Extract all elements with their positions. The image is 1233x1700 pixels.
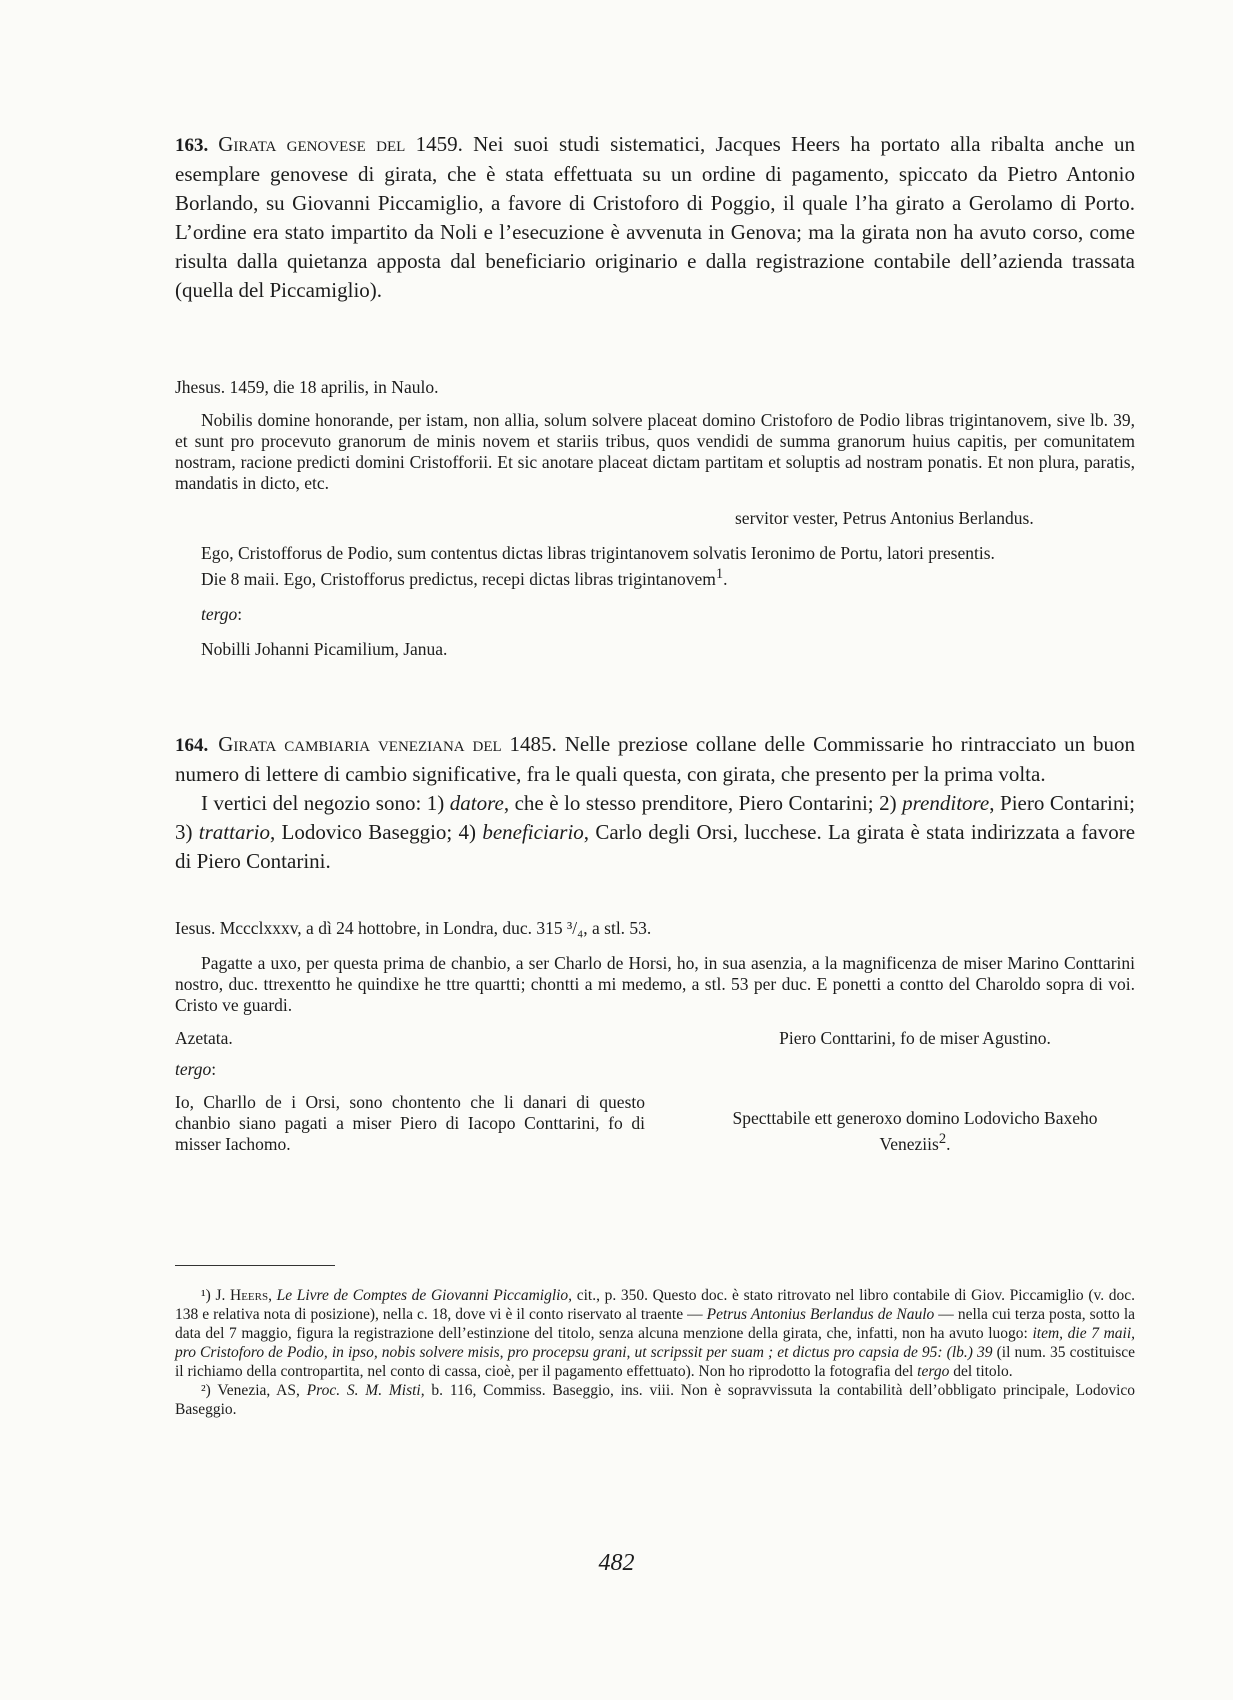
document-signature: servitor vester, Petrus Antonius Berlandus.: [735, 508, 1034, 528]
page-number: 482: [598, 1550, 635, 1576]
body-text: , Lodovico Baseggio; 4): [269, 819, 477, 844]
tergo-label-text: tergo: [201, 603, 238, 624]
term-prenditore: prenditore: [902, 790, 990, 815]
footnote-marker: ¹): [201, 1286, 211, 1304]
section-164-body2: [175, 789, 1135, 876]
receipt-text: Die 8 maii. Ego, Cristofforus predictus, recepi dictas libras trigintanovem: [201, 568, 716, 589]
section-164: [175, 730, 1135, 789]
footnote-2: [175, 1381, 1135, 1419]
footnote-1: [175, 1286, 1135, 1381]
section-heading: Girata cambiaria veneziana del: [218, 731, 502, 756]
document-girata: Io, Charllo de i Orsi, sono chontento che li danari di questo chanbio siano pagati a miser Piero di Iacopo Conttarini, fo di misser Iachomo.: [175, 1091, 645, 1154]
body-text: , che è lo stesso prenditore, Piero Contarini; 2): [503, 790, 897, 815]
document-text: Pagatte a uxo, per questa prima de chanbio, a ser Charlo de Horsi, ho, in sua asenzia, a la magnificenza de miser Marino Conttarini nostro, duc. ttrexentto he quindixe he ttre quartti; chontti a mi medemo, a stl. 53 per duc. E ponetti a contto del Charoldo sopra di voi. Cristo ve guardi.: [175, 952, 1135, 1015]
term-beneficiario: beneficiario: [482, 819, 584, 844]
body-text: , Carlo degli Orsi, lucchese. La girata è stata indirizzata a favore di Piero Contarini.: [175, 819, 1136, 873]
section-year: 1485.: [509, 731, 557, 756]
footnote-quote: item, die 7 maii, pro Cristoforo de Podio, in ipso, nobis solvere misis, pro procepsu grani, ut scripssit per suam ; et dictus pro capsia de 95: (lb.) 39: [175, 1324, 1135, 1361]
document-signature: Piero Conttarini, fo de miser Agustino.: [779, 1027, 1051, 1048]
tergo-row: [175, 1092, 1135, 1155]
section-number: 163.: [175, 135, 209, 156]
footnote-italic: Petrus Antonius Berlandus de Naulo: [706, 1305, 935, 1323]
document-endorsement: Ego, Cristofforus de Podio, sum contentus dictas libras trigintanovem solvatis Ieronimo de Portu, latori presentis.: [201, 543, 995, 563]
document-accepted: Azetata.: [175, 1027, 233, 1048]
document-163: [175, 377, 1135, 660]
document-address: [695, 1108, 1135, 1155]
section-number: 164.: [175, 734, 209, 756]
footnote-rule: [175, 1265, 335, 1266]
footnote-text: b. 116, Commiss. Baseggio, ins. viii. Non è sopravvissuta la contabilità dell’obbligato principale, Lodovico Baseggio.: [175, 1381, 1136, 1418]
footnote-marker: ²): [201, 1381, 211, 1399]
footnote-text: del titolo.: [953, 1362, 1013, 1380]
section-year: 1459.: [415, 132, 463, 156]
document-heading: Iesus. Mccclxxxv, a dì 24 hottobre, in Londra, duc. 315 ³/₄, a stl. 53.: [175, 917, 652, 938]
document-text: Nobilis domine honorande, per istam, non allia, solum solvere placeat domino Cristoforo de Podio libras trigintanovem, sive lb. 39, et sunt pro procevuto granorum de minis novem et stariis tribus, quos vendidi de summa granorum huius capitis, per comunitatem nostram, racione predicti domini Cristofforii. Et sic anotare placeat dictam partitam et soluptis ad nostram ponatis. Et non plura, paratis, mandatis in dicto, etc.: [175, 410, 1135, 493]
footnote-text: (il num. 35 costituisce il richiamo della contropartita, nel conto di cassa, cioè, per il pagamento effettuato). Non ho riprodotto la fotografia del: [175, 1343, 1136, 1380]
section-body: Nei suoi studi sistematici, Jacques Heers ha portato alla ribalta anche un esemplare genovese di girata, che è stata effettuata su un ordine di pagamento, spiccato da Pietro Antonio Borlando, su Giovanni Piccamiglio, a favore di Cristoforo di Poggio, il quale l’ha girato a Gerolamo di Porto. L’ordine era stato impartito da Noli e l’esecuzione è avvenuta in Genova; ma la girata non ha avuto corso, come risulta dalla quietanza apposta dal beneficiario originario e dalla registrazione contabile dell’azienda trassata (quella del Piccamiglio).: [175, 132, 1136, 302]
document-receipt: Die 8 maii. Ego, Cristofforus predictus, recepi dictas libras trigintanovem$^1$.: [201, 566, 728, 589]
term-datore: datore: [449, 790, 504, 815]
document-164: [175, 918, 1135, 1155]
body-text: , Piero Contarini; 3): [175, 790, 1136, 844]
footnote-italic: tergo: [917, 1362, 950, 1380]
document-address: Nobilli Johanni Picamilium, Janua.: [201, 638, 448, 659]
document-heading: Jhesus. 1459, die 18 aprilis, in Naulo.: [175, 377, 439, 397]
footnote-ref: 1: [715, 566, 724, 582]
signature-row: [175, 1028, 1135, 1049]
address-line: Specttabile ett generoxo domino Lodovicho Baxeho: [732, 1108, 1098, 1128]
section-163: [175, 130, 1135, 305]
section-heading: Girata genovese del: [218, 132, 406, 156]
address-place-text: Veneziis: [879, 1133, 939, 1154]
footnote-author: J. Heers,: [215, 1286, 272, 1304]
page-content: [175, 130, 1135, 1419]
footnotes: [175, 1286, 1135, 1419]
tergo-label: tergo:: [201, 603, 243, 624]
address-place: Veneziis$^2$.: [879, 1131, 951, 1154]
footnote-italic: Proc. S. M. Misti,: [306, 1381, 425, 1399]
section-body: Nelle preziose collane delle Commissarie ho rintracciato un buon numero di lettere di cambio significative, fra le quali questa, con girata, che presento per la prima volta.: [175, 731, 1136, 786]
body-text: I vertici del negozio sono: 1): [201, 790, 445, 815]
footnote-text: — nella cui terza posta, sotto la data del 7 maggio, figura la registrazione dell’estinzione del titolo, senza alcuna menzione della girata, che, infatti, non ha avuto luogo:: [175, 1305, 1136, 1342]
tergo-label-text: tergo: [175, 1058, 212, 1079]
footnote-ref: 2: [938, 1131, 947, 1147]
footnote-title: Le Livre de Comptes de Giovanni Piccamiglio,: [276, 1286, 573, 1304]
tergo-label: tergo:: [175, 1058, 217, 1079]
footnote-text: cit., p. 350. Questo doc. è stato ritrovato nel libro contabile di Giov. Piccamiglio (v. doc. 138 e relativa nota di posizione), nella c. 18, dove vi è il conto riservato al traente —: [175, 1286, 1135, 1323]
footnote-text: Venezia, AS,: [217, 1381, 300, 1399]
term-trattario: trattario: [198, 819, 270, 844]
